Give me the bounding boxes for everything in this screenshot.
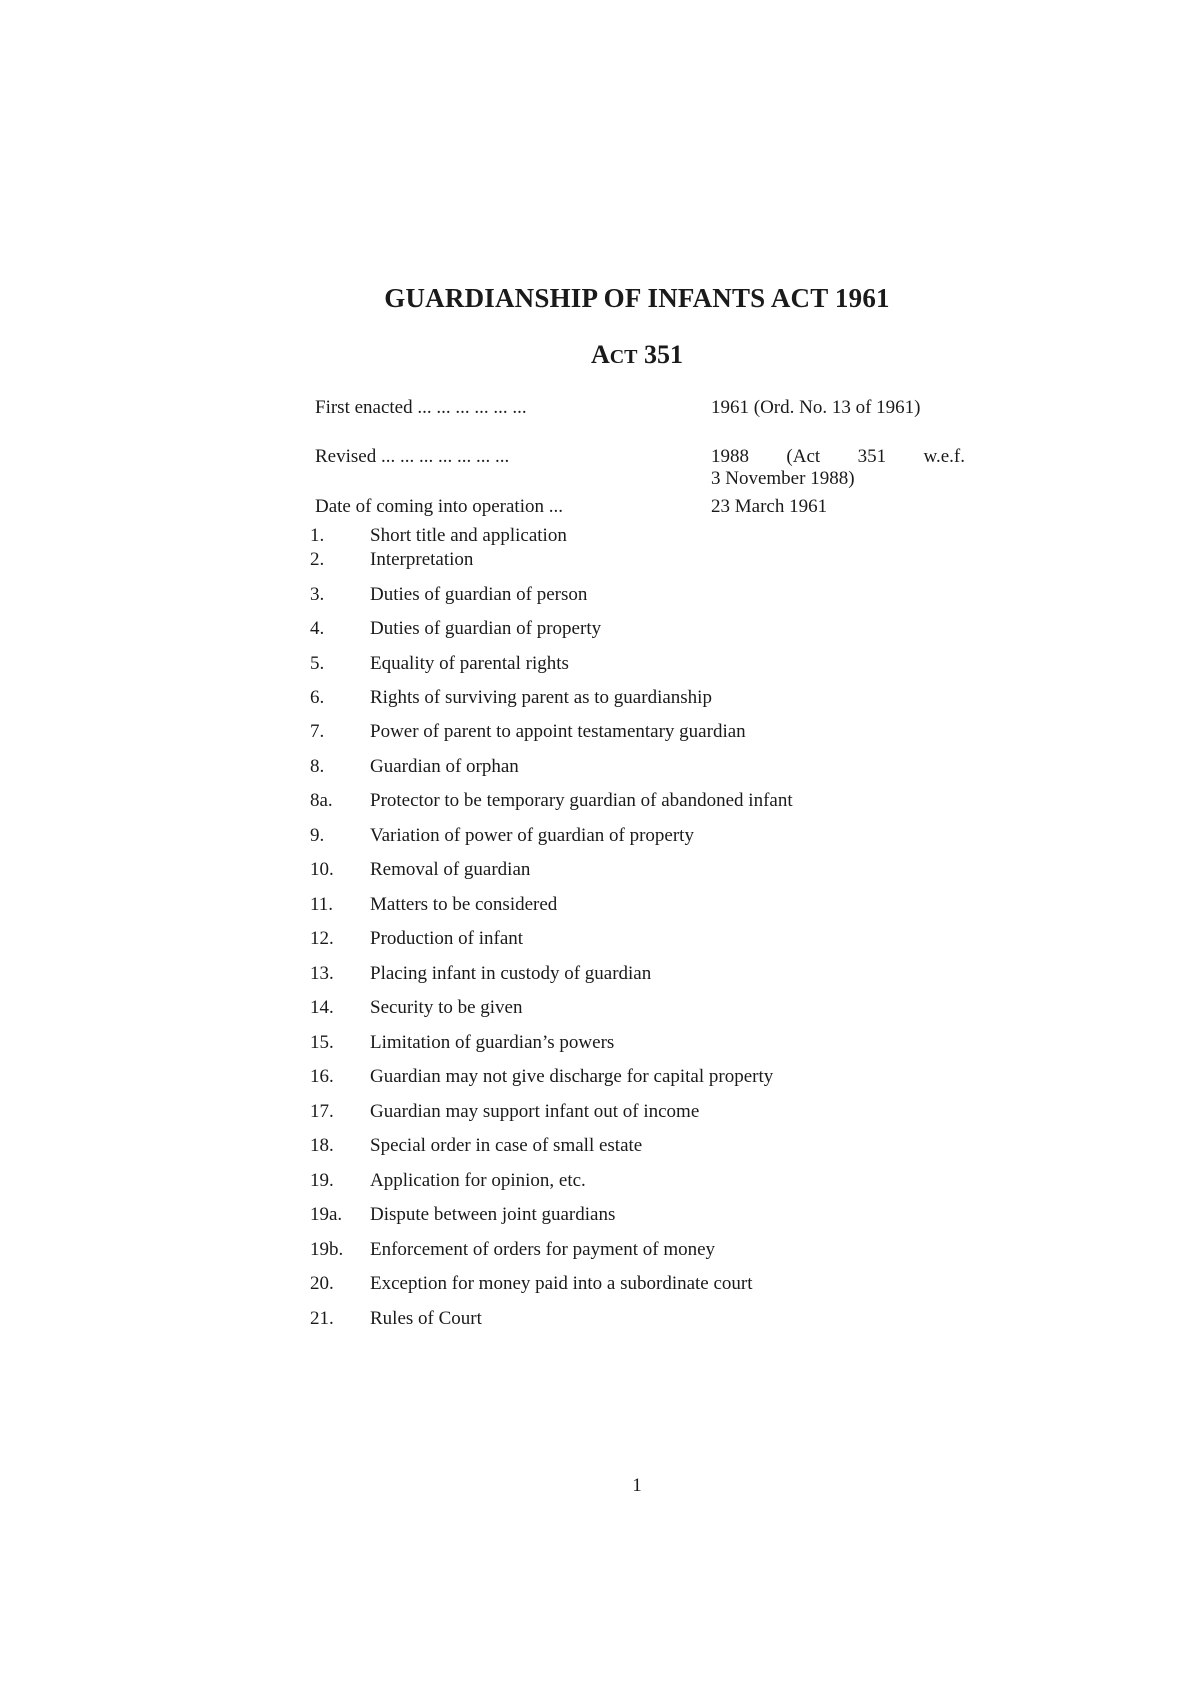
list-item: [310, 1031, 1010, 1055]
section-number: 18.: [310, 1135, 334, 1156]
section-title: Short title and application: [370, 525, 567, 546]
section-title: Duties of guardian of property: [370, 618, 602, 639]
list-item: [310, 583, 1010, 607]
meta-label: Date of coming into operation ...: [315, 496, 563, 517]
list-item: [310, 652, 1010, 676]
section-number: 15.: [310, 1032, 334, 1053]
section-title: Matters to be considered: [370, 894, 558, 915]
list-item: [310, 720, 1010, 744]
section-title: Rules of Court: [370, 1308, 482, 1329]
section-title: Placing infant in custody of guardian: [370, 963, 652, 984]
list-item: [310, 1272, 1010, 1296]
list-item: [310, 686, 1010, 710]
section-title: Guardian may support infant out of income: [370, 1101, 700, 1122]
meta-value: 1961 (Ord. No. 13 of 1961): [711, 397, 921, 418]
list-item: [310, 1100, 1010, 1124]
section-title: Protector to be temporary guardian of abandoned infant: [370, 790, 793, 811]
section-number: 1.: [310, 525, 325, 546]
section-number: 19b.: [310, 1239, 344, 1260]
section-number: 7.: [310, 721, 325, 742]
section-title: Rights of surviving parent as to guardianship: [370, 687, 712, 708]
section-number: 13.: [310, 963, 334, 984]
section-title: Special order in case of small estate: [370, 1135, 643, 1156]
page-title: GUARDIANSHIP OF INFANTS ACT 1961: [384, 283, 890, 313]
list-item: [310, 548, 1010, 572]
section-title: Limitation of guardian’s powers: [370, 1032, 615, 1053]
list-item: [310, 1134, 1010, 1158]
section-number: 17.: [310, 1101, 334, 1122]
section-title: Power of parent to appoint testamentary guardian: [370, 721, 746, 742]
section-number: 19a.: [310, 1204, 343, 1225]
meta-value: [711, 446, 965, 490]
section-title: Interpretation: [370, 549, 474, 570]
list-item: [310, 893, 1010, 917]
section-number: 5.: [310, 653, 325, 674]
list-item: [310, 755, 1010, 779]
section-number: 4.: [310, 618, 325, 639]
list-item: [310, 927, 1010, 951]
section-number: 19.: [310, 1170, 334, 1191]
page-number: 1: [632, 1475, 642, 1496]
section-number: 9.: [310, 825, 325, 846]
section-number: 11.: [310, 894, 334, 915]
list-item: [310, 962, 1010, 986]
list-item: [310, 858, 1010, 882]
section-title: Equality of parental rights: [370, 653, 569, 674]
section-number: 2.: [310, 549, 325, 570]
act-prefix-rest: CT: [609, 346, 638, 368]
section-title: Dispute between joint guardians: [370, 1204, 616, 1225]
meta-value: 23 March 1961: [711, 496, 828, 517]
meta-label: First enacted ... ... ... ... ... ...: [315, 397, 527, 418]
section-number: 14.: [310, 997, 334, 1018]
section-number: 20.: [310, 1273, 334, 1294]
list-item: [310, 789, 1010, 813]
section-title: Guardian of orphan: [370, 756, 519, 777]
section-number: 3.: [310, 584, 325, 605]
act-number-heading: [0, 339, 1200, 373]
list-item: [310, 1169, 1010, 1193]
list-item: [310, 996, 1010, 1020]
section-number: 10.: [310, 859, 334, 880]
section-title: Security to be given: [370, 997, 523, 1018]
section-number: 8.: [310, 756, 325, 777]
meta-value-line: 3 November 1988): [711, 468, 855, 489]
list-item: [310, 1065, 1010, 1089]
section-number: 16.: [310, 1066, 334, 1087]
meta-label: Revised ... ... ... ... ... ... ...: [315, 446, 510, 467]
section-title: Enforcement of orders for payment of money: [370, 1239, 716, 1260]
act-prefix-initial: A: [590, 340, 610, 369]
section-title: Variation of power of guardian of property: [370, 825, 694, 846]
section-title: Exception for money paid into a subordinate court: [370, 1273, 753, 1294]
meta-value-line: 1988 (Act 351 w.e.f.: [711, 446, 965, 467]
act-number-value: 351: [644, 340, 684, 369]
section-title: Application for opinion, etc.: [370, 1170, 586, 1191]
section-title: Production of infant: [370, 928, 524, 949]
list-item: [310, 824, 1010, 848]
list-item: [310, 1238, 1010, 1262]
section-number: 21.: [310, 1308, 334, 1329]
list-item: [310, 524, 1010, 548]
section-number: 12.: [310, 928, 334, 949]
section-title: Guardian may not give discharge for capital property: [370, 1066, 774, 1087]
list-item: [310, 1307, 1010, 1331]
section-number: 6.: [310, 687, 325, 708]
section-number: 8a.: [310, 790, 333, 811]
section-title: Duties of guardian of person: [370, 584, 588, 605]
list-item: [310, 617, 1010, 641]
list-item: [310, 1203, 1010, 1227]
section-title: Removal of guardian: [370, 859, 531, 880]
